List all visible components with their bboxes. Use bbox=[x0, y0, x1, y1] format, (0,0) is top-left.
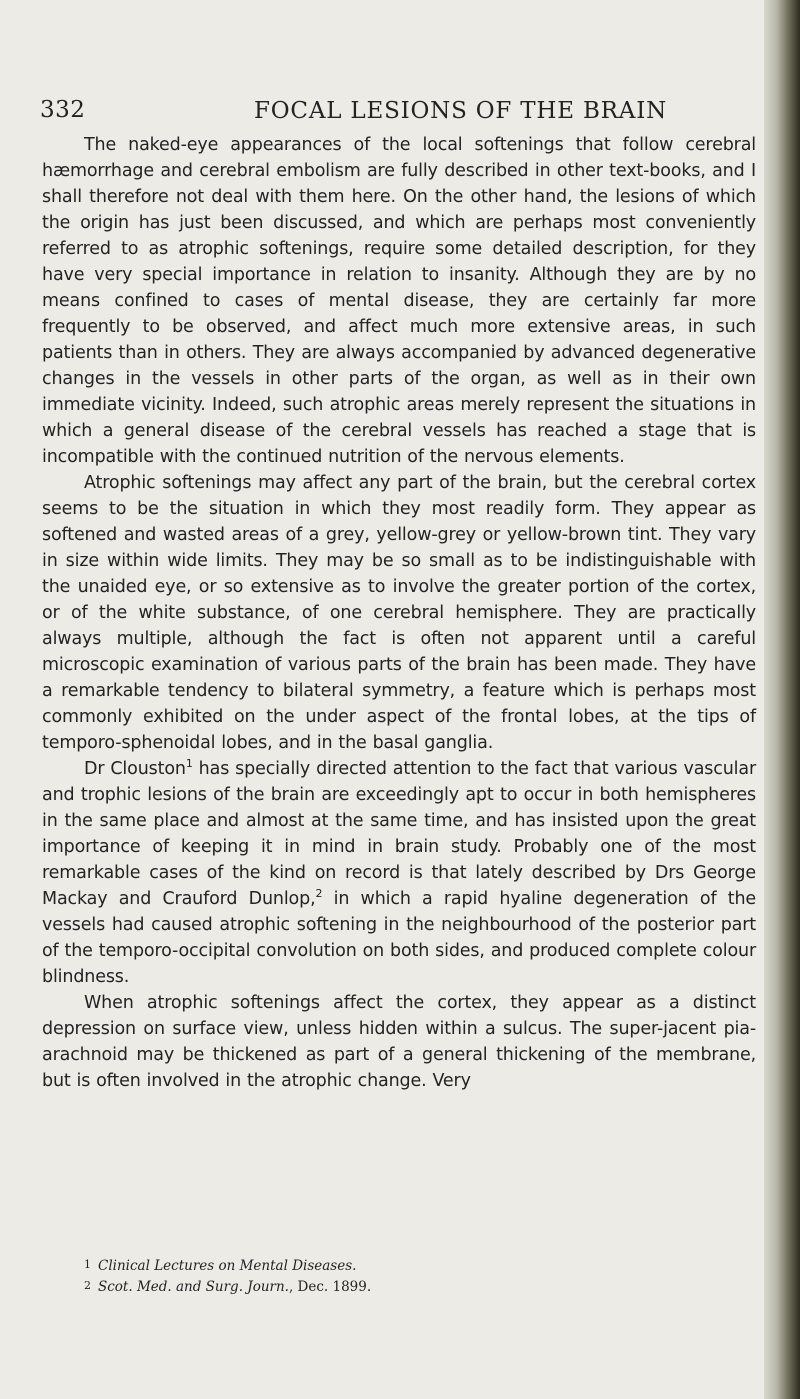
page-number: 332 bbox=[40, 97, 86, 123]
paragraph-4: When atrophic softenings affect the cortex, they appear as a distinct depression on surface view, unless hidden within a sulcus. The super-jacent pia-arachnoid may be thickened as part of a general thickening of the membrane, but is often involved in the atrophic change. Very bbox=[42, 993, 756, 1091]
footnote-2-journal: Scot. Med. and Surg. Journ. bbox=[98, 1279, 289, 1295]
footnote-2-number: 2 bbox=[84, 1279, 91, 1292]
footnote-1-number: 1 bbox=[84, 1258, 91, 1271]
paragraph-3-start: Dr Clouston bbox=[84, 759, 186, 779]
running-head bbox=[42, 93, 756, 127]
footnote-2-date: , Dec. 1899. bbox=[288, 1279, 372, 1295]
footnote-1-text: Clinical Lectures on Mental Diseases. bbox=[98, 1258, 357, 1274]
footnote-2 bbox=[42, 1276, 756, 1297]
page-edge-shadow bbox=[764, 0, 800, 1399]
paragraph-3-end: in which a rapid hyaline degeneration of the vessels had caused atrophic softening in the neighbourhood of the posterior part of the temporo-occipital convolution on both sides, and produced complete colour blindness. bbox=[42, 889, 757, 987]
footnote-ref-1: 1 bbox=[185, 757, 193, 771]
footnote-1 bbox=[42, 1255, 756, 1276]
body-text bbox=[42, 132, 756, 1094]
paragraph-2: Atrophic softenings may affect any part of the brain, but the cerebral cortex seems to be the situation in which they most readily form. They appear as softened and wasted areas of a grey, yellow-grey or yellow-brown tint. They vary in size within wide limits. They may be so small as to be indistinguishable with the unaided eye, or so extensive as to involve the greater portion of the cortex, or of the white substance, of one cerebral hemisphere. They are practically always multiple, although the fact is often not apparent until a careful microscopic examination of various parts of the brain has been made. They have a remarkable tendency to bilateral symmetry, a feature which is perhaps most commonly exhibited on the under aspect of the frontal lobes, at the tips of temporo-sphenoidal lobes, and in the basal ganglia. bbox=[42, 473, 756, 753]
footnotes bbox=[42, 1255, 756, 1297]
paragraph-3-middle: has specially directed attention to the fact that various vascular and trophic lesions of the brain are exceedingly apt to occur in both hemispheres in the same place and almost at the same time, and has insisted upon the great importance of keeping it in mind in brain study. Probably one of the most remarkable cases of the kind on record is that lately described by Drs George Mackay and Crauford Dunlop, bbox=[42, 759, 756, 909]
paragraph-3 bbox=[42, 756, 756, 990]
footnote-ref-2: 2 bbox=[315, 887, 323, 901]
running-title: FOCAL LESIONS OF THE BRAIN bbox=[254, 98, 668, 124]
paragraph-1: The naked-eye appearances of the local softenings that follow cerebral hæmorrhage and cerebral embolism are fully described in other text-books, and I shall therefore not deal with them here. On the other hand, the lesions of which the origin has just been discussed, and which are perhaps most conveniently referred to as atrophic softenings, require some detailed description, for they have very special importance in relation to insanity. Although they are by no means confined to cases of mental disease, they are certainly far more frequently to be observed, and affect much more extensive areas, in such patients than in others. They are always accompanied by advanced degenerative changes in the vessels in other parts of the organ, as well as in their own immediate vicinity. Indeed, such atrophic areas merely represent the situations in which a general disease of the cerebral vessels has reached a stage that is incompatible with the continued nutrition of the nervous elements. bbox=[42, 135, 756, 467]
